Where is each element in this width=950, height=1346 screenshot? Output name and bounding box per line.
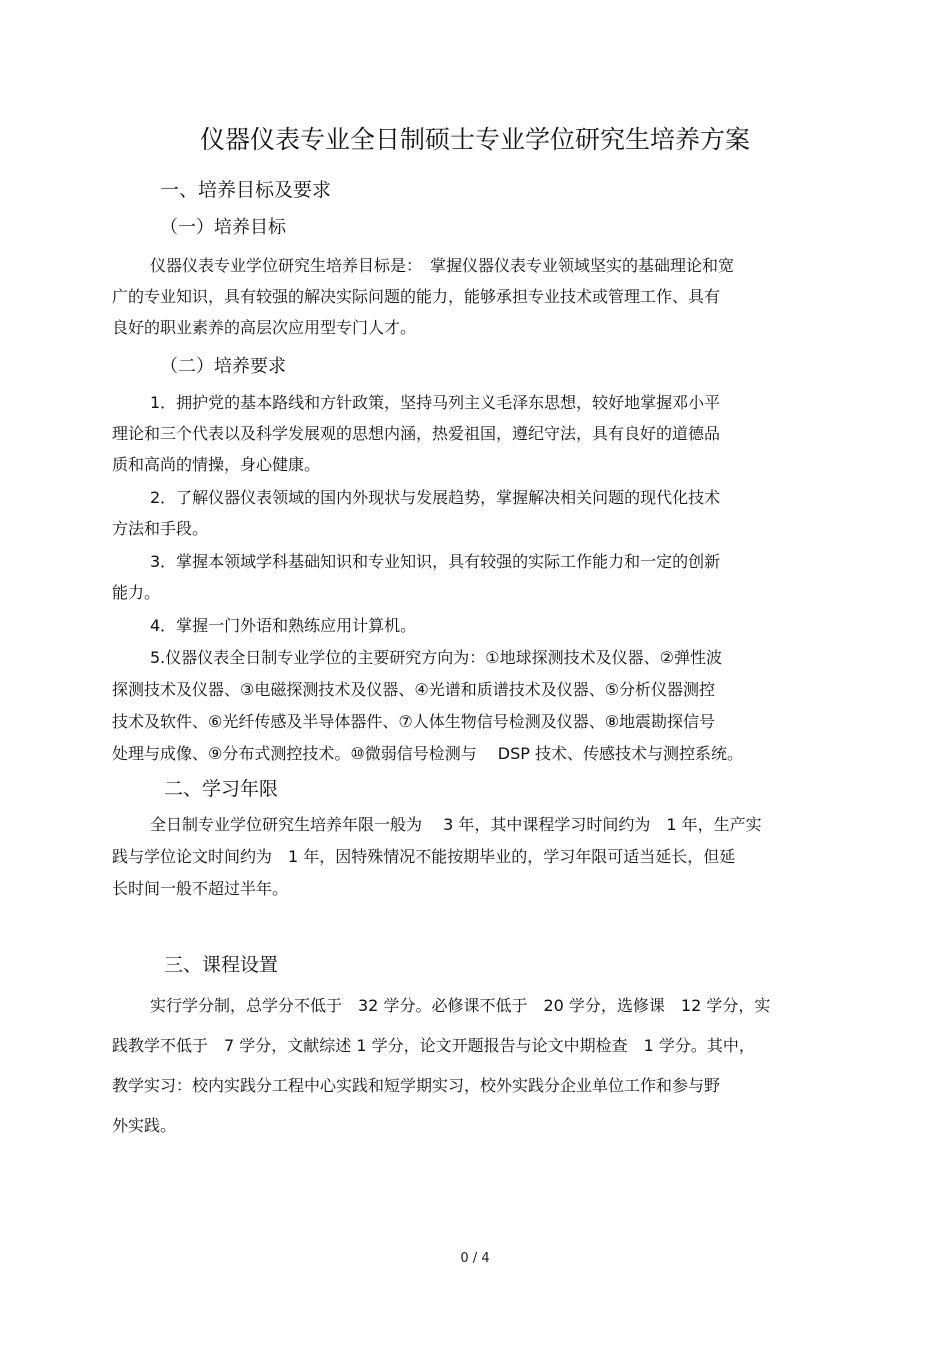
paragraph-line: 技术及软件、⑥光纤传感及半导体器件、⑦人体生物信号检测及仪器、⑧地震勘探信号	[112, 712, 716, 731]
paragraph-line: 教学实习：校内实践分工程中心实践和短学期实习，校外实践分企业单位工作和参与野	[112, 1076, 721, 1095]
paragraph-line: 理论和三个代表以及科学发展观的思想内涵，热爱祖国，遵纪守法，具有良好的道德品	[112, 424, 721, 443]
page-number: 0 / 4	[460, 1251, 490, 1266]
paragraph-line: 实行学分制，总学分不低于 32 学分。必修课不低于 20 学分，选修课 12 学分，实	[150, 996, 771, 1015]
section-heading-duration: 二、学习年限	[164, 778, 279, 800]
paragraph-line: 良好的职业素养的高层次应用型专门人才。	[112, 318, 417, 337]
paragraph-line: 处理与成像、⑨分布式测控技术。⑩微弱信号检测与 DSP 技术、传感技术与测控系统。	[112, 744, 743, 763]
paragraph-line: 方法和手段。	[112, 519, 209, 538]
subsection-heading-goal: （一）培养目标	[160, 217, 286, 238]
paragraph-line: 能力。	[112, 583, 161, 602]
paragraph-line: 长时间一般不超过半年。	[112, 879, 289, 898]
paragraph-line: 践教学不低于 7 学分，文献综述 1 学分，论文开题报告与论文中期检查 1 学分。其中，	[112, 1036, 755, 1055]
paragraph-line: 3．掌握本领域学科基础知识和专业知识，具有较强的实际工作能力和一定的创新	[150, 552, 721, 571]
document-title: 仪器仪表专业全日制硕士专业学位研究生培养方案	[199, 125, 750, 154]
section-heading-curriculum: 三、课程设置	[164, 954, 279, 976]
paragraph-line: 质和高尚的情操，身心健康。	[112, 455, 321, 474]
subsection-heading-requirements: （二）培养要求	[160, 356, 286, 377]
paragraph-line: 全日制专业学位研究生培养年限一般为 3 年，其中课程学习时间约为 1 年，生产实	[150, 815, 762, 834]
paragraph-line: 探测技术及仪器、③电磁探测技术及仪器、④光谱和质谱技术及仪器、⑤分析仪器测控	[112, 680, 716, 699]
paragraph-line: 4．掌握一门外语和熟练应用计算机。	[150, 616, 417, 635]
paragraph-line: 外实践。	[112, 1116, 177, 1135]
paragraph-line: 2．了解仪器仪表领域的国内外现状与发展趋势，掌握解决相关问题的现代化技术	[150, 488, 721, 507]
section-heading-objectives: 一、培养目标及要求	[160, 179, 332, 201]
paragraph-line: 5.仪器仪表全日制专业学位的主要研究方向为：①地球探测技术及仪器、②弹性波	[150, 648, 722, 667]
paragraph-line: 践与学位论文时间约为 1 年，因特殊情况不能按期毕业的，学习年限可适当延长，但延	[112, 847, 736, 866]
paragraph-line: 广的专业知识，具有较强的解决实际问题的能力，能够承担专业技术或管理工作、具有	[112, 287, 721, 306]
paragraph-line: 1．拥护党的基本路线和方针政策，坚持马列主义毛泽东思想，较好地掌握邓小平	[150, 393, 721, 412]
paragraph-line: 仪器仪表专业学位研究生培养目标是： 掌握仪器仪表专业领域坚实的基础理论和宽	[150, 256, 735, 275]
